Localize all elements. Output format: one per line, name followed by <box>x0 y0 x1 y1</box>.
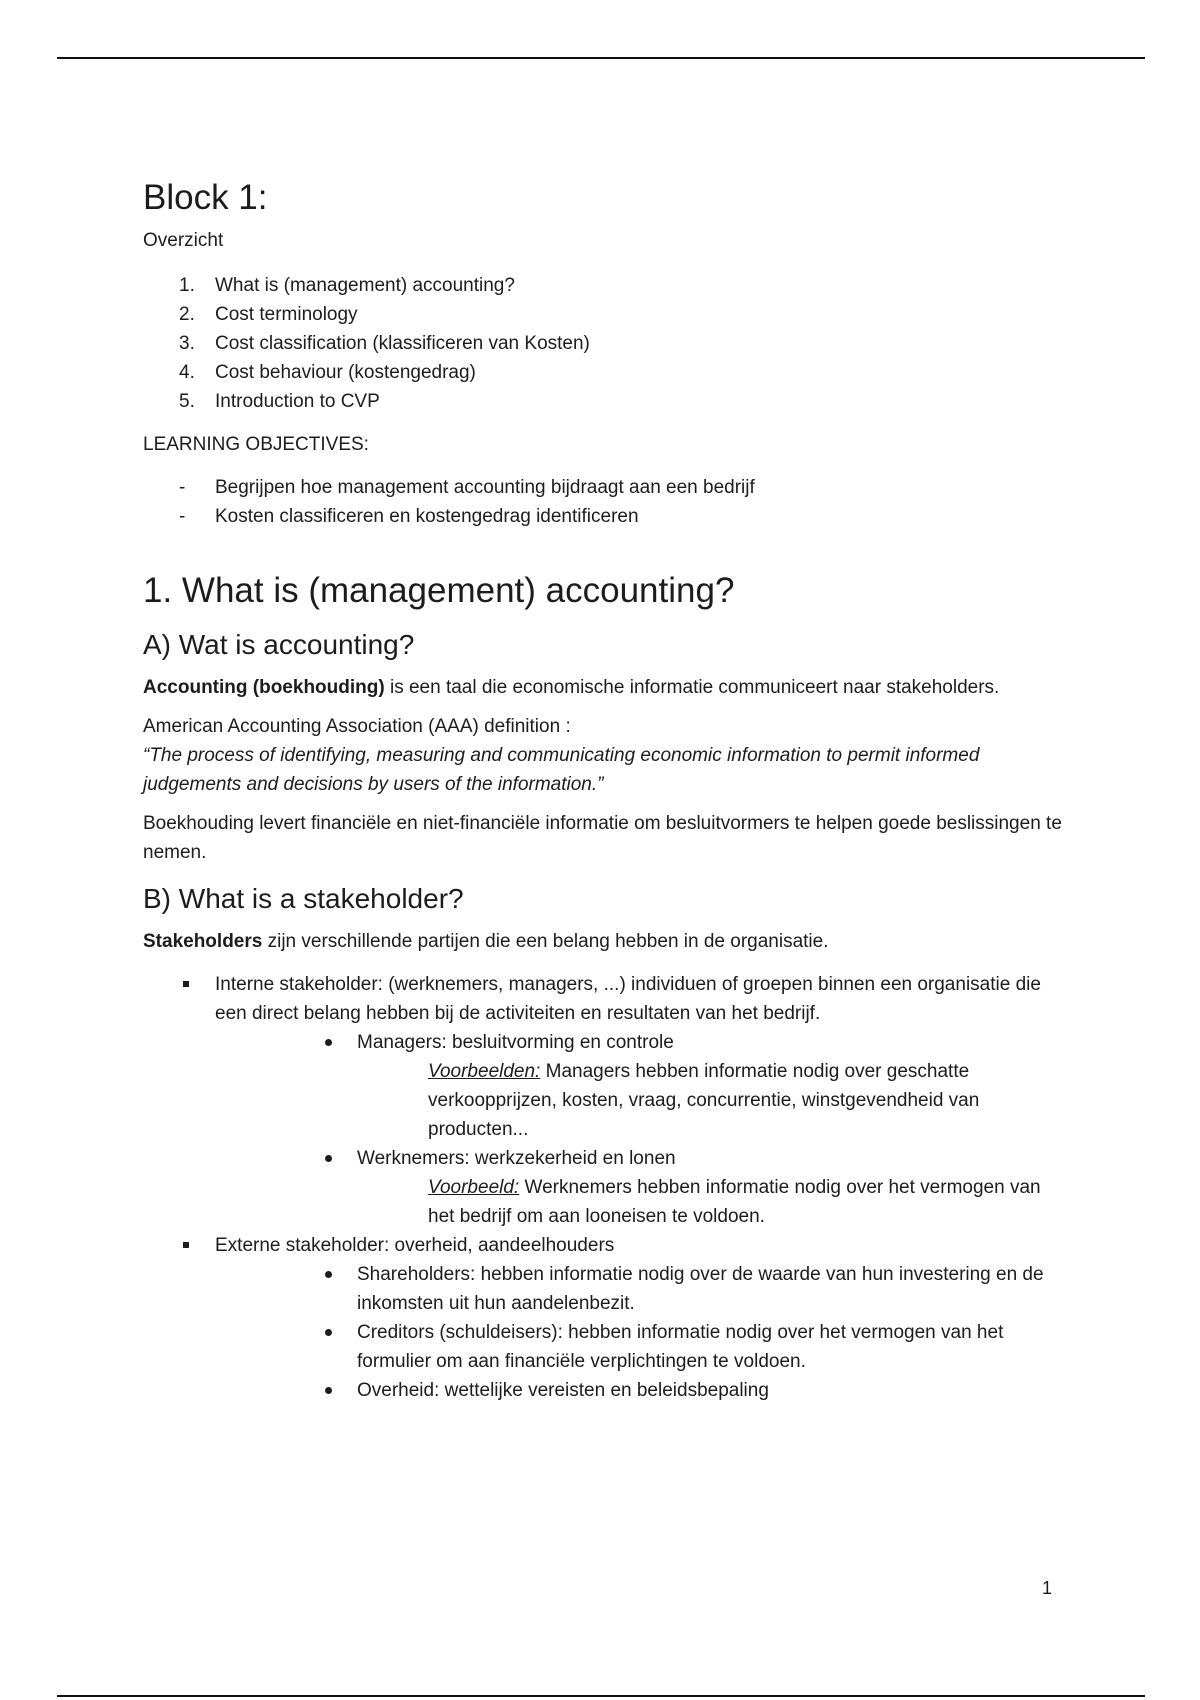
internal-sublist-2 <box>143 1144 1063 1173</box>
overview-label: Overzicht <box>143 229 224 251</box>
boekhouding-paragraph: Boekhouding levert financiële en niet-financiële informatie om besluitvormers te helpen goede beslissingen te nemen. <box>143 812 1062 863</box>
subsection-b-title: B) What is a stakeholder? <box>143 882 464 914</box>
aaa-quote: “The process of identifying, measuring and communicating economic information to permit informed judgements and decisions by users of the information.” <box>143 744 980 795</box>
header-rule <box>57 57 1145 59</box>
aaa-definition <box>143 712 1063 799</box>
accounting-definition: Accounting (boekhouding) is een taal die economische informatie communiceert naar stakeholders. <box>143 676 1000 698</box>
objectives-list <box>143 473 1063 531</box>
square-bullet-icon <box>183 1242 189 1248</box>
list-item: 3. Cost classification (klassificeren van Kosten) <box>179 332 590 354</box>
objectives-label: LEARNING OBJECTIVES: <box>143 433 369 455</box>
document-body <box>143 176 1063 1405</box>
aaa-label: American Accounting Association (AAA) definition : <box>143 715 571 737</box>
managers-example: Voorbeelden: Managers hebben informatie nodig over geschatte verkoopprijzen, kosten, vraag, concurrentie, winstgevendheid van producten... <box>428 1061 980 1141</box>
list-item: - Kosten classificeren en kostengedrag identificeren <box>179 505 639 527</box>
external-sublist <box>143 1260 1063 1405</box>
section-1-title: 1. What is (management) accounting? <box>143 570 735 610</box>
bullet-icon <box>325 1387 332 1394</box>
square-bullet-icon <box>183 981 189 987</box>
internal-sublist <box>143 1028 1063 1057</box>
list-item: 1. What is (management) accounting? <box>179 274 515 296</box>
list-item: Managers: besluitvorming en controle <box>143 1028 1063 1057</box>
list-item: 2. Cost terminology <box>179 303 358 325</box>
stakeholder-list <box>143 970 1063 1028</box>
list-item: Externe stakeholder: overheid, aandeelhouders <box>143 1231 1063 1260</box>
bullet-icon <box>325 1039 332 1046</box>
page-number: 1 <box>1042 1578 1053 1598</box>
list-item: Shareholders: hebben informatie nodig over de waarde van hun investering en de inkomsten uit hun aandelenbezit. <box>143 1260 1063 1318</box>
list-item: Interne stakeholder: (werknemers, managers, ...) individuen of groepen binnen een organisatie die een direct belang hebben bij de activiteiten en resultaten van het bedrijf. <box>143 970 1063 1028</box>
bullet-icon <box>325 1271 332 1278</box>
bullet-icon <box>325 1329 332 1336</box>
list-item: Werknemers: werkzekerheid en lonen <box>143 1144 1063 1173</box>
list-item: Creditors (schuldeisers): hebben informatie nodig over het vermogen van het formulier om aan financiële verplichtingen te voldoen. <box>143 1318 1063 1376</box>
subsection-a-title: A) Wat is accounting? <box>143 628 415 660</box>
overview-list <box>143 271 1063 416</box>
bullet-icon <box>325 1155 332 1162</box>
block-title: Block 1: <box>143 178 268 217</box>
employees-example: Voorbeeld: Werknemers hebben informatie nodig over het vermogen van het bedrijf om aan looneisen te voldoen. <box>428 1177 1041 1228</box>
list-item: - Begrijpen hoe management accounting bijdraagt aan een bedrijf <box>179 476 755 498</box>
footer-rule <box>57 1695 1145 1697</box>
list-item: Overheid: wettelijke vereisten en beleidsbepaling <box>143 1376 1063 1405</box>
list-item: 4. Cost behaviour (kostengedrag) <box>179 361 476 383</box>
stakeholders-definition: Stakeholders zijn verschillende partijen die een belang hebben in de organisatie. <box>143 931 829 953</box>
list-item: 5. Introduction to CVP <box>179 390 380 412</box>
stakeholder-list-2 <box>143 1231 1063 1260</box>
